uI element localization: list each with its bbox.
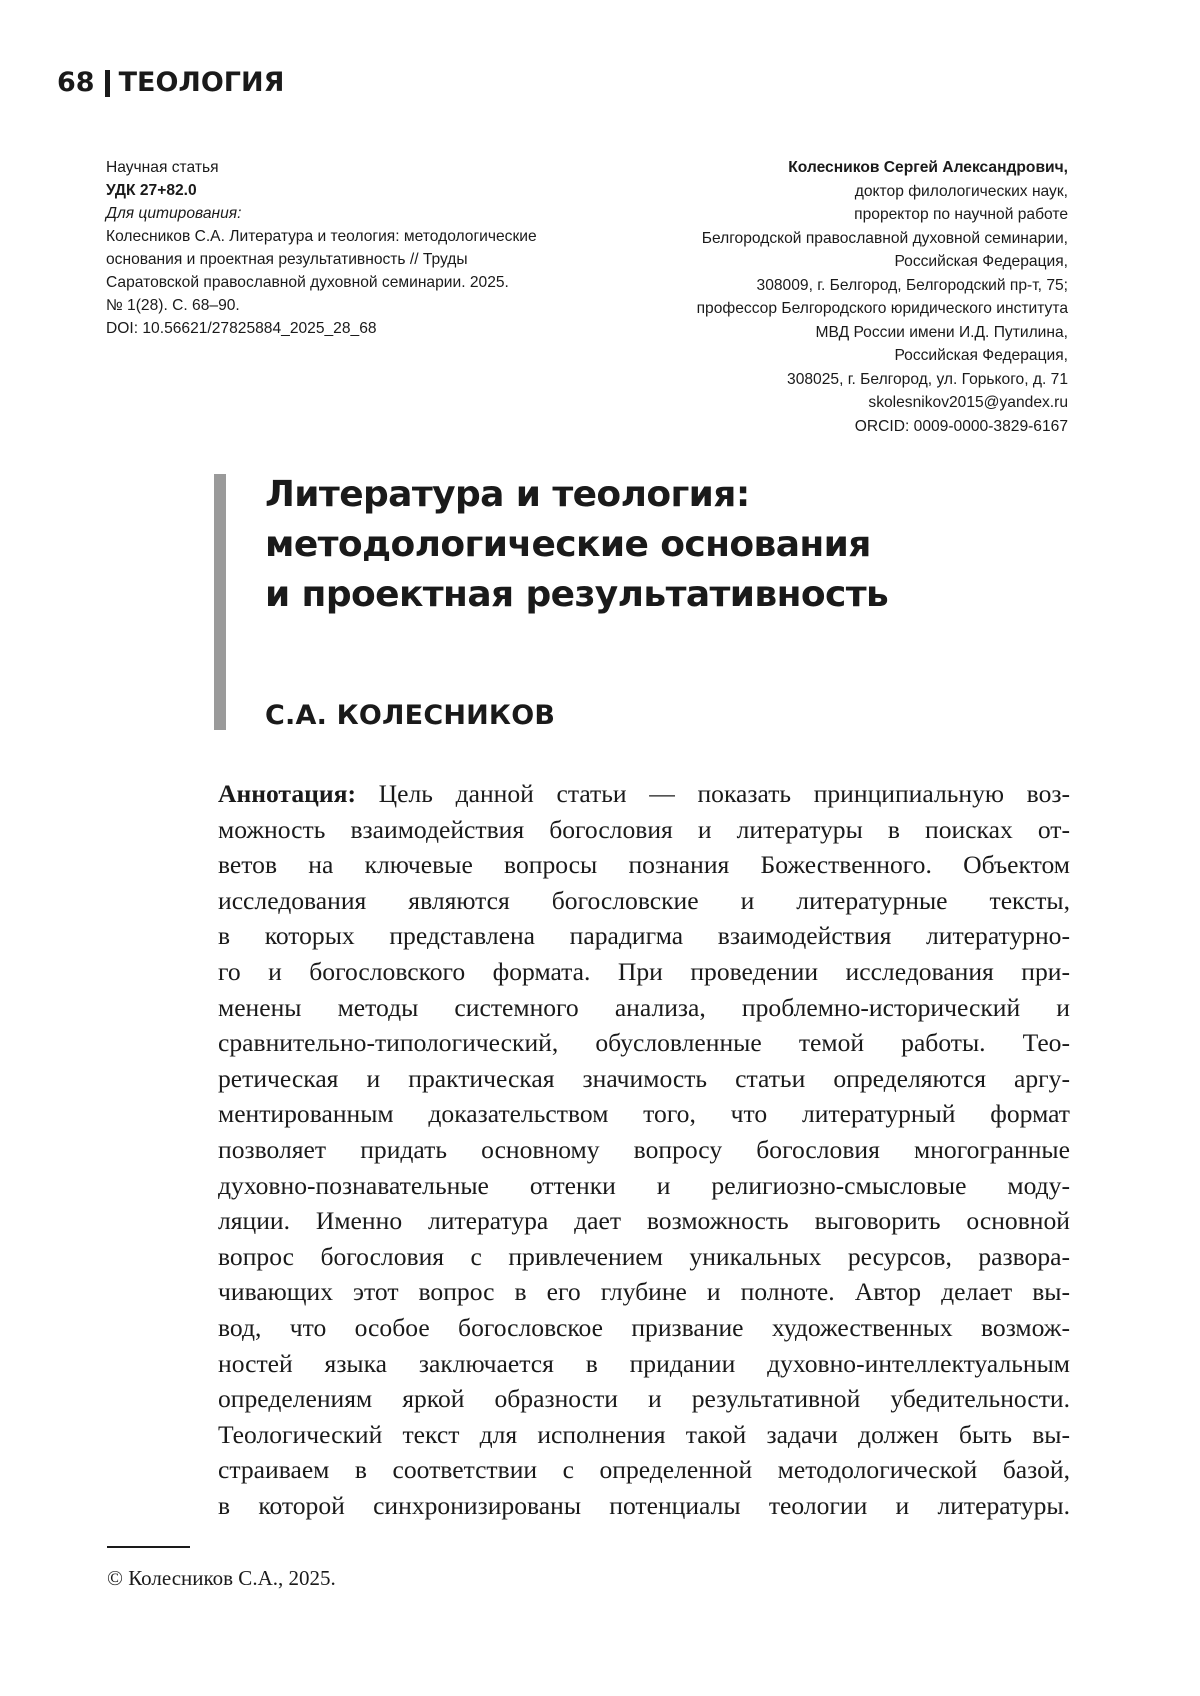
author-info-line: Российская Федерация, (894, 347, 1068, 364)
annotation-line: чивающих этот вопрос в его глубине и полноте. Автор делает вы- (218, 1277, 1070, 1307)
running-header (57, 66, 284, 100)
author-info-line: 308025, г. Белгород, ул. Горького, д. 71 (787, 370, 1068, 388)
annotation-line: исследования являются богословские и литературные тексты, (218, 885, 1070, 915)
annotation-line: сравнительно-типологический, обусловленные темой работы. Тео- (218, 1028, 1070, 1058)
annotation-label: Аннотация: (218, 779, 356, 808)
annotation-line: духовно-познавательные оттенки и религиозно-смысловые моду- (218, 1170, 1070, 1200)
author-info-line: доктор филологических наук, (854, 182, 1068, 200)
annotation-line: определениям яркой образности и результативной убедительности. (218, 1384, 1070, 1414)
author-full-name: Колесников Сергей Александрович, (788, 159, 1068, 176)
annotation-line: ляции. Именно литература дает возможность выговорить основной (218, 1206, 1070, 1236)
udc-code: УДК 27+82.0 (106, 182, 197, 199)
annotation-line: ретическая и практическая значимость статьи определяются аргу- (218, 1063, 1070, 1093)
annotation-line: в которой синхронизированы потенциалы теологии и литературы. (218, 1490, 1070, 1520)
annotation-line: страиваем в соответствии с определенной методологической базой, (218, 1455, 1070, 1485)
annotation-line: ветов на ключевые вопросы познания Божественного. Объектом (218, 850, 1070, 880)
author-email: skolesnikov2015@yandex.ru (868, 394, 1068, 411)
annotation-first-line: Цель данной статьи — показать принципиальную воз- (378, 779, 1070, 808)
citation-line: Саратовской православной духовной семинарии. 2025. (106, 274, 509, 291)
page-number: 68 (57, 67, 95, 98)
copyright: © Колесников С.А., 2025. (107, 1566, 336, 1590)
article-author: С.А. КОЛЕСНИКОВ (265, 700, 556, 731)
title-accent-bar (214, 474, 226, 730)
annotation-line: можность взаимодействия богословия и литературы в поисках от- (218, 814, 1070, 844)
citation-line: основания и проектная результативность // Труды (106, 251, 468, 268)
title-line: Литература и теология: (265, 474, 750, 515)
annotation-line: го и богословского формата. При проведении исследования при- (218, 956, 1070, 986)
author-info-line: Российская Федерация, (894, 253, 1068, 270)
citation-line: № 1(28). С. 68–90. (106, 297, 240, 314)
citation-line: Колесников С.А. Литература и теология: методологические (106, 228, 537, 245)
annotation-line: позволяет придать основному вопросу богословия многогранные (218, 1134, 1070, 1164)
annotation-line: вод, что особое богословское призвание художественных возмож- (218, 1312, 1070, 1342)
article-type: Научная статья (106, 159, 219, 176)
annotation (218, 776, 1070, 1523)
footnote-rule (107, 1546, 190, 1548)
annotation-line (218, 776, 1070, 812)
title-line: и проектная результативность (265, 574, 889, 615)
author-info-block (548, 156, 1068, 438)
doi: DOI: 10.56621/27825884_2025_28_68 (106, 320, 377, 337)
annotation-line: в которых представлена парадигма взаимодействия литературно- (218, 921, 1070, 951)
section-title: ТЕОЛОГИЯ (118, 67, 285, 98)
author-info-line: 308009, г. Белгород, Белгородский пр-т, 75; (756, 276, 1068, 294)
author-orcid: ORCID: 0009-0000-3829-6167 (854, 417, 1068, 435)
annotation-line: ностей языка заключается в придании духовно-интеллектуальным (218, 1348, 1070, 1378)
title-line: методологические основания (265, 524, 871, 565)
annotation-line: вопрос богословия с привлечением уникальных ресурсов, развора- (218, 1241, 1070, 1271)
article-title (265, 470, 1065, 620)
author-info-line: проректор по научной работе (854, 206, 1068, 223)
annotation-line: менены методы системного анализа, проблемно-исторический и (218, 992, 1070, 1022)
author-info-line: МВД России имени И.Д. Путилина, (815, 323, 1068, 341)
cite-label: Для цитирования: (106, 205, 242, 222)
header-divider (105, 70, 110, 97)
author-info-line: Белгородской православной духовной семинарии, (701, 229, 1068, 247)
annotation-line: ментированным доказательством того, что литературный формат (218, 1099, 1070, 1129)
annotation-line: Теологический текст для исполнения такой задачи должен быть вы- (218, 1419, 1070, 1449)
author-info-line: профессор Белгородского юридического института (696, 300, 1068, 317)
